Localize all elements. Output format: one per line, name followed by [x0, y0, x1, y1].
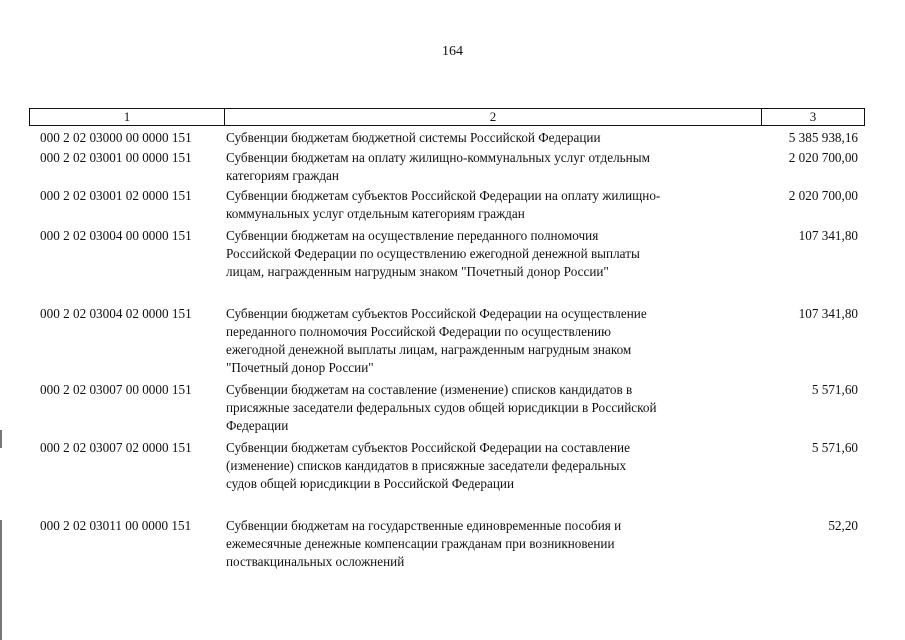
- description-line: Субвенции бюджетам субъектов Российской Федерации на оплату жилищно-: [226, 188, 661, 203]
- margin-mark: [0, 430, 2, 448]
- amount: 2 020 700,00: [788, 188, 858, 203]
- description: [226, 129, 736, 147]
- margin-mark: [0, 520, 2, 640]
- description-line: Федерации: [226, 418, 289, 433]
- budget-code: 000 2 02 03007 02 0000 151: [40, 440, 192, 455]
- budget-code: 000 2 02 03001 02 0000 151: [40, 188, 192, 203]
- column-header-3: 3: [809, 109, 817, 124]
- description-line: поствакцинальных осложнений: [226, 554, 405, 569]
- amount: 5 571,60: [811, 382, 858, 397]
- description: [226, 305, 736, 377]
- description-line: Субвенции бюджетам на государственные единовременные пособия и: [226, 518, 622, 533]
- description-line: "Почетный донор России": [226, 360, 374, 375]
- budget-code: 000 2 02 03000 00 0000 151: [40, 130, 192, 145]
- description: [226, 149, 736, 185]
- amount: 5 571,60: [811, 440, 858, 455]
- description-line: Субвенции бюджетам субъектов Российской Федерации на составление: [226, 440, 630, 455]
- description-line: присяжные заседатели федеральных судов общей юрисдикции в Российской: [226, 400, 657, 415]
- description-line: коммунальных услуг отдельным категориям граждан: [226, 206, 525, 221]
- column-header-1: 1: [30, 109, 225, 125]
- amount: 52,20: [828, 518, 858, 533]
- amount: 107 341,80: [798, 228, 858, 243]
- column-header-2: 2: [225, 109, 762, 125]
- budget-code: 000 2 02 03004 00 0000 151: [40, 228, 192, 243]
- description-line: Субвенции бюджетам на составление (изменение) списков кандидатов в: [226, 382, 633, 397]
- budget-code: 000 2 02 03011 00 0000 151: [40, 518, 192, 533]
- description: [226, 381, 736, 435]
- description-line: Субвенции бюджетам на осуществление переданного полномочия: [226, 228, 599, 243]
- description-line: категориям граждан: [226, 168, 339, 183]
- budget-code: 000 2 02 03007 00 0000 151: [40, 382, 192, 397]
- budget-code: 000 2 02 03004 02 0000 151: [40, 306, 192, 321]
- amount: 107 341,80: [798, 306, 858, 321]
- description-line: Субвенции бюджетам на оплату жилищно-коммунальных услуг отдельным: [226, 150, 650, 165]
- description-line: ежегодной денежной выплаты лицам, награжденным нагрудным знаком: [226, 342, 632, 357]
- description-line: Субвенции бюджетам бюджетной системы Российской Федерации: [226, 130, 601, 145]
- amount: 5 385 938,16: [788, 130, 858, 145]
- description-line: Субвенции бюджетам субъектов Российской Федерации на осуществление: [226, 306, 647, 321]
- page-number: 164: [442, 44, 463, 59]
- table-header: [29, 108, 865, 126]
- description-line: Российской Федерации по осуществлению ежегодной денежной выплаты: [226, 246, 640, 261]
- description-line: судов общей юрисдикции в Российской Федерации: [226, 476, 515, 491]
- description: [226, 187, 736, 223]
- amount: 2 020 700,00: [788, 150, 858, 165]
- description-line: лицам, награжденным нагрудным знаком "Почетный донор России": [226, 264, 609, 279]
- description-line: переданного полномочия Российской Федерации по осуществлению: [226, 324, 611, 339]
- description: [226, 227, 736, 281]
- description: [226, 517, 736, 571]
- description: [226, 439, 736, 493]
- description-line: ежемесячные денежные компенсации гражданам при возникновении: [226, 536, 615, 551]
- description-line: (изменение) списков кандидатов в присяжные заседатели федеральных: [226, 458, 627, 473]
- budget-code: 000 2 02 03001 00 0000 151: [40, 150, 192, 165]
